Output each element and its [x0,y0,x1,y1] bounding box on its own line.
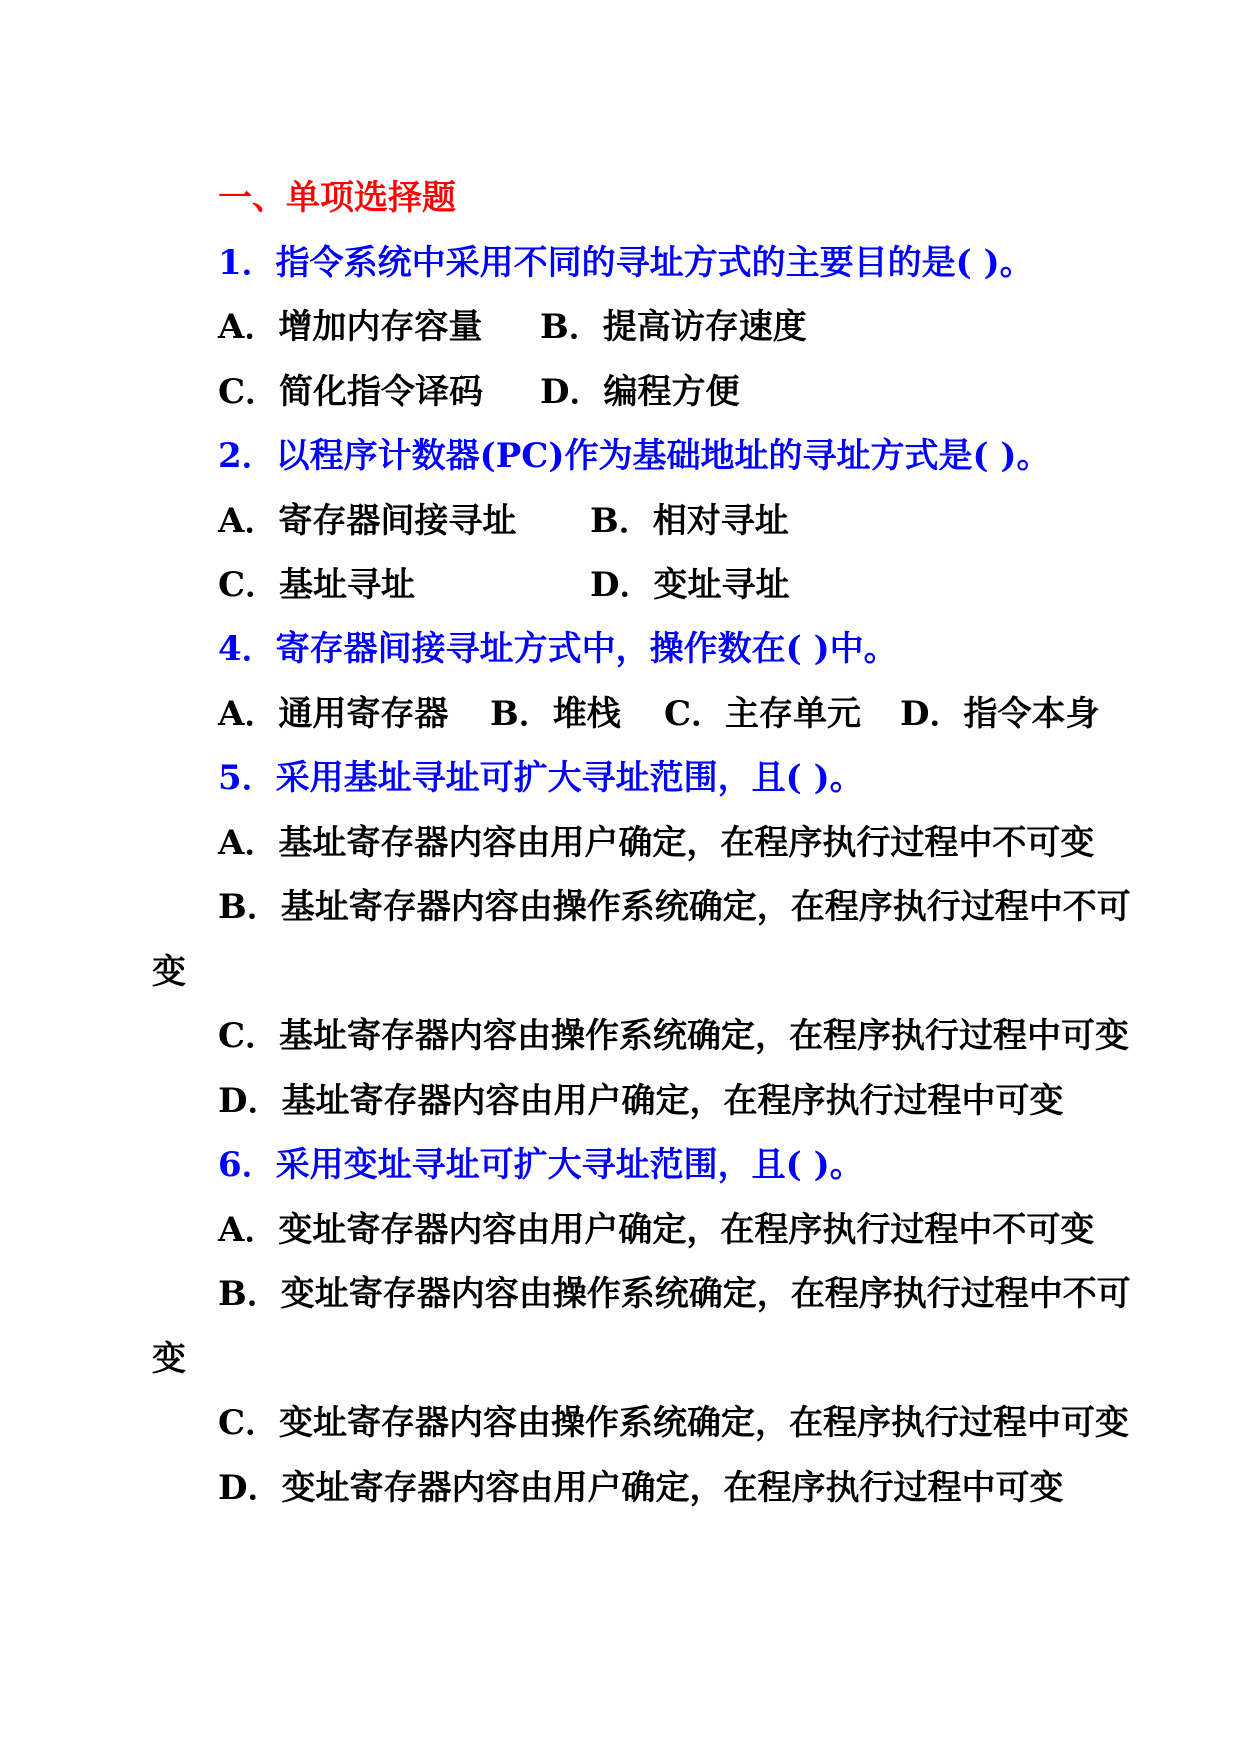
question-6-option-b: B．变址寄存器内容由操作系统确定，在程序执行过程中不可 [218,1274,1131,1314]
question-5-option-b-wrap: 变 [152,952,186,992]
question-1-option-a: A．增加内存容量 [218,307,483,347]
question-2-options-row-1 [218,499,1018,543]
question-1-stem: 1．指令系统中采用不同的寻址方式的主要目的是( )。 [218,243,1034,283]
question-4-option-a: A．通用寄存器 [218,694,449,734]
question-6-stem: 6．采用变址寻址可扩大寻址范围，且( )。 [218,1145,864,1185]
question-6-option-d: D．变址寄存器内容由用户确定，在程序执行过程中可变 [218,1468,1064,1508]
question-4-option-b: B．堆栈 [490,694,621,734]
question-5-option-a: A．基址寄存器内容由用户确定，在程序执行过程中不可变 [218,823,1095,863]
question-1-options-row-1 [218,305,1018,349]
question-5-option-d: D．基址寄存器内容由用户确定，在程序执行过程中可变 [218,1081,1064,1121]
question-1-option-b: B．提高访存速度 [540,307,807,347]
question-6-option-a: A．变址寄存器内容由用户确定，在程序执行过程中不可变 [218,1210,1095,1250]
section-title: 一、单项选择题 [218,178,456,218]
question-5-option-c: C．基址寄存器内容由操作系统确定，在程序执行过程中可变 [218,1016,1130,1056]
question-1-options-row-2 [218,370,1018,414]
question-6-option-c: C．变址寄存器内容由操作系统确定，在程序执行过程中可变 [218,1403,1130,1443]
question-5-option-b: B．基址寄存器内容由操作系统确定，在程序执行过程中不可 [218,887,1131,927]
question-2-option-d: D．变址寻址 [590,565,790,605]
question-4-option-d: D．指令本身 [900,694,1100,734]
question-2-option-b: B．相对寻址 [590,501,789,541]
question-2-options-row-2 [218,563,1018,607]
question-6-option-b-wrap: 变 [152,1339,186,1379]
question-2-option-c: C．基址寻址 [218,565,416,605]
question-1-option-d: D．编程方便 [540,372,740,412]
question-2-option-a: A．寄存器间接寻址 [218,501,517,541]
question-5-stem: 5．采用基址寻址可扩大寻址范围，且( )。 [218,758,864,798]
question-4-option-c: C．主存单元 [664,694,862,734]
question-4-stem: 4．寄存器间接寻址方式中，操作数在( )中。 [218,629,898,669]
question-1-option-c: C．简化指令译码 [218,372,484,412]
question-2-stem: 2．以程序计数器(PC)作为基础地址的寻址方式是( )。 [218,436,1051,476]
question-4-options-row [218,692,1098,736]
